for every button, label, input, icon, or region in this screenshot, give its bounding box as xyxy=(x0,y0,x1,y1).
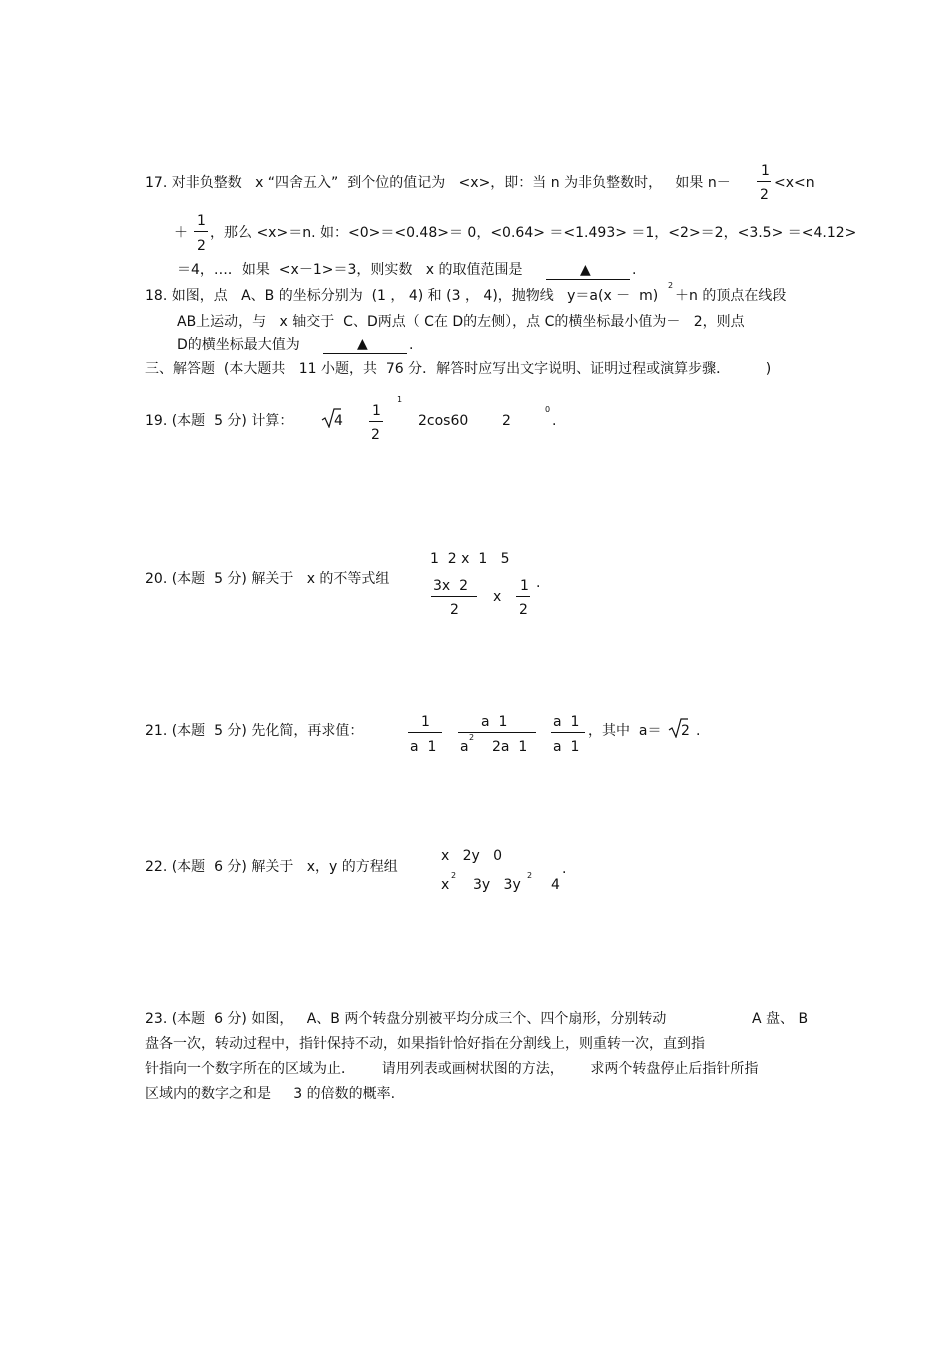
q17-answer-blank[interactable] xyxy=(546,279,630,280)
q19-sqrt-arg: 4 xyxy=(334,413,343,429)
q22-row2-exp1: 2 xyxy=(451,871,457,880)
q19-cos-term: 2cos60 xyxy=(418,413,469,429)
q19-frac-den: 2 xyxy=(371,427,380,443)
q21-f2-den-a: a xyxy=(460,739,469,755)
q20-frac1-num: 3x 2 xyxy=(433,578,468,594)
q21-f2-den-b: 2a 1 xyxy=(492,739,528,755)
q21-label: 21. (本题 5 分) 先化简，再求值： xyxy=(145,723,364,739)
q19-two: 2 xyxy=(502,413,511,429)
q23-line2: 盘各一次，转动过程中，指针保持不动，如果指针恰好指在分割线上，则重转一次，直到指 xyxy=(145,1036,705,1052)
q22-row2-exp2: 2 xyxy=(527,871,533,880)
q18-line3: D的横坐标最大值为 xyxy=(177,337,300,353)
q19-zero-exp: 0 xyxy=(545,405,551,414)
q18-line2: AB上运动，与 x 轴交于 C、D两点（ C在 D的左侧），点 C的横坐标最小值为－ 2，则点 xyxy=(177,314,745,330)
q20-frac1-den: 2 xyxy=(450,602,459,618)
q20-row1: 1 2 x 1 5 xyxy=(430,551,510,567)
q19-frac-bar xyxy=(369,421,383,422)
q18-line1-end: ＋n 的顶点在线段 xyxy=(675,288,787,304)
q17-line3: ＝4，…．如果 <x－1>＝3，则实数 x 的取值范围是 xyxy=(177,262,523,278)
q23-line4: 区域内的数字之和是 3 的倍数的概率. xyxy=(145,1086,396,1102)
q17-plus: ＋ xyxy=(174,225,188,241)
q19-label: 19. (本题 5 分) 计算： xyxy=(145,413,294,429)
q22-row2-x: x xyxy=(441,877,450,893)
q17-frac1-num: 1 xyxy=(761,163,770,179)
q23-line1: 23. (本题 6 分) 如图， A、B 两个转盘分别被平均分成三个、四个扇形，分别转动 xyxy=(145,1011,667,1027)
q21-f2-num: a 1 xyxy=(481,714,508,730)
q21-f3-bar xyxy=(551,732,585,733)
q18-exponent: 2 xyxy=(668,281,674,290)
q17-frac2-num: 1 xyxy=(197,213,206,229)
q21-f3-den: a 1 xyxy=(553,739,580,755)
q18-blank-marker: ▲ xyxy=(357,336,368,352)
q21-f3-num: a 1 xyxy=(553,714,580,730)
q20-x: x xyxy=(493,589,502,605)
q22-label: 22. (本题 6 分) 解关于 x，y 的方程组 xyxy=(145,859,398,875)
q17-line1: 17. 对非负整数 x “四舍五入” 到个位的值记为 <x>，即：当 n 为非负整数时， 如果 n－ xyxy=(145,175,731,191)
q17-frac2-den: 2 xyxy=(197,238,206,254)
q22-end: . xyxy=(562,861,567,877)
q19-exponent: 1 xyxy=(397,395,403,404)
q20-frac2-num: 1 xyxy=(520,578,529,594)
q20-frac1-bar xyxy=(431,596,477,597)
q22-row2-mid: 3y 3y xyxy=(473,877,521,893)
q17-line2: ，那么 <x>＝n. 如：<0>＝<0.48>＝ 0，<0.64> ＝<1.493> ＝1，<2>＝2，<3.5> ＝<4.12> xyxy=(210,225,857,241)
q17-frac2-bar xyxy=(194,231,208,232)
q17-line3-end: . xyxy=(632,262,637,278)
q23-line3: 针指向一个数字所在的区域为止． 请用列表或画树状图的方法， 求两个转盘停止后指针所指 xyxy=(145,1061,759,1077)
q17-blank-marker: ▲ xyxy=(580,262,591,278)
q22-row1: x 2y 0 xyxy=(441,848,503,864)
q18-line1: 18. 如图，点 A、B 的坐标分别为 (1 ， 4) 和 (3 ， 4)，抛物线 y＝a(x － m) xyxy=(145,288,659,304)
q21-tail: ，其中 a＝ xyxy=(588,723,662,739)
q18-answer-blank[interactable] xyxy=(323,353,407,354)
q21-f1-num: 1 xyxy=(421,714,430,730)
q18-line3-end: . xyxy=(409,337,414,353)
q22-row2-end: 4 xyxy=(551,877,560,893)
q21-f2-den-exp: 2 xyxy=(469,733,475,742)
q17-frac1-bar xyxy=(757,181,771,182)
q20-end: . xyxy=(536,575,541,591)
q21-f1-bar xyxy=(408,732,442,733)
q21-f1-den: a 1 xyxy=(410,739,437,755)
q17-line1-end: <x<n xyxy=(774,175,815,191)
q20-frac2-bar xyxy=(516,596,530,597)
q21-sqrt-arg: 2 xyxy=(681,723,690,739)
q19-frac-num: 1 xyxy=(372,403,381,419)
q23-line1-end: A 盘、 B xyxy=(752,1011,809,1027)
q17-frac1-den: 2 xyxy=(760,187,769,203)
section3-header: 三、解答题 (本大题共 11 小题，共 76 分．解答时应写出文字说明、证明过程或演算步骤． ) xyxy=(145,361,772,377)
q20-label: 20. (本题 5 分) 解关于 x 的不等式组 xyxy=(145,571,390,587)
q20-frac2-den: 2 xyxy=(519,602,528,618)
q21-end: . xyxy=(696,723,701,739)
q19-end: . xyxy=(552,413,557,429)
